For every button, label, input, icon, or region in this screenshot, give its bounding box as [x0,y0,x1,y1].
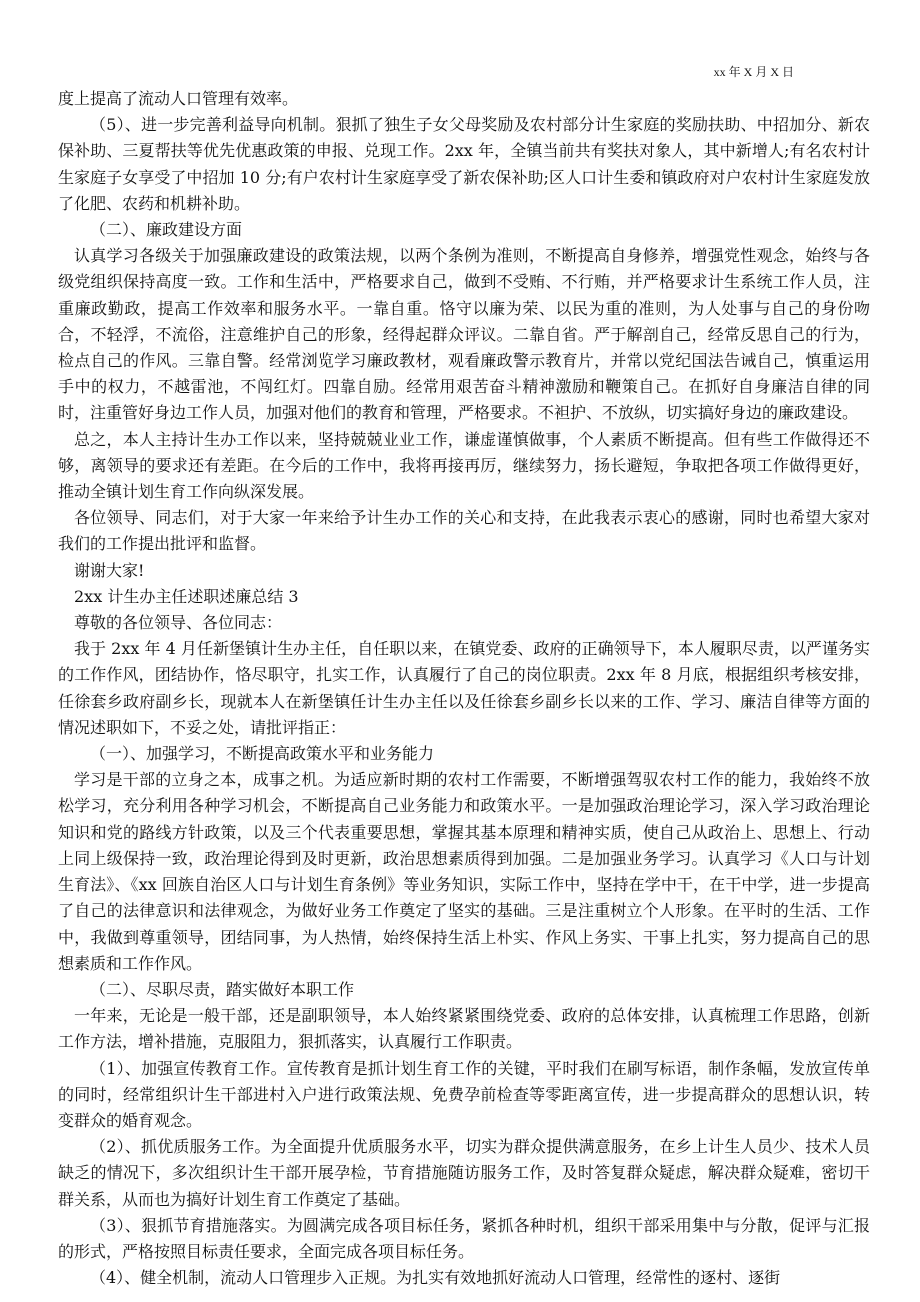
paragraph: 认真学习各级关于加强廉政建设的政策法规，以两个条例为准则，不断提高自身修养，增强党性观念，始终与各级党组织保持高度一致。工作和生活中，严格要求自己，做到不受贿、不行贿，并严格要求计生系统工作人员，注重廉政勤政，提高工作效率和服务水平。一靠自重。恪守以廉为荣、以民为重的准则，为人处事与自己的身份吻合，不轻浮，不流俗，注意维护自己的形象，经得起群众评议。二靠自省。严于解剖自己，经常反思自己的行为，检点自己的作风。三靠自警。经常浏览学习廉政教材，观看廉政警示教育片，并常以党纪国法告诫自己，慎重运用手中的权力，不越雷池，不闯红灯。四靠自励。经常用艰苦奋斗精神激励和鞭策自己。在抓好自身廉洁自律的同时，注重管好身边工作人员，加强对他们的教育和管理，严格要求。不袒护、不放纵，切实搞好身边的廉政建设。 [58,246,870,423]
paragraph: 学习是干部的立身之本，成事之机。为适应新时期的农村工作需要，不断增强驾驭农村工作的能力，我始终不放松学习，充分利用各种学习机会，不断提高自己业务能力和政策水平。一是加强政治理论学习，深入学习政治理论知识和党的路线方针政策，以及三个代表重要思想，掌握其基本原理和精神实质，使自己从政治上、思想上、行动上同上级保持一致，政治理论得到及时更新，政治思想素质得到加强。二是加强业务学习。认真学习《人口与计划生育法》、《xx 回族自治区人口与计划生育条例》等业务知识，实际工作中，坚持在学中干，在干中学，进一步提高了自己的法律意识和法律观念，为做好业务工作奠定了坚实的基础。三是注重树立个人形象。在平时的生活、工作中，我做到尊重领导，团结同事，为人热情，始终保持生活上朴实、作风上务实、干事上扎实，努力提高自己的思想素质和工作作风。 [58,770,870,973]
paragraph: 我于 2xx 年 4 月任新堡镇计生办主任，自任职以来，在镇党委、政府的正确领导下，本人履职尽责，以严谨务实的工作作风，团结协作，恪尽职守，扎实工作，认真履行了自己的岗位职责。2xx 年 8 月底，根据组织考核安排，任徐套乡政府副乡长，现就本人在新堡镇任计生办主任以及任徐套乡副乡长以来的工作、学习、廉洁自律等方面的情况述职如下，不妥之处，请批评指正： [58,639,870,737]
paragraph: （3）、狠抓节育措施落实。为圆满完成各项目标任务，紧抓各种时机，组织干部采用集中与分散，促评与汇报的形式，严格按照目标责任要求，全面完成各项目标任务。 [58,1215,870,1261]
section-heading: （一）、加强学习，不断提高政策水平和业务能力 [90,744,435,764]
paragraph: （1）、加强宣传教育工作。宣传教育是抓计划生育工作的关键，平时我们在刷写标语，制作条幅，发放宣传单的同时，经常组织计生干部进村入户进行政策法规、免费孕前检查等零距离宣传，进一步提高群众的思想认识，转变群众的婚育观念。 [58,1058,870,1130]
paragraph: （5）、进一步完善利益导向机制。狠抓了独生子女父母奖励及农村部分计生家庭的奖励扶助、中招加分、新农保补助、三夏帮扶等优先优惠政策的申报、兑现工作。2xx 年，全镇当前共有奖扶对象人，其中新增人;有名农村计生家庭子女享受了中招加 10 分;有户农村计生家庭享受了新农保补助;区人口计生委和镇政府对户农村计生家庭发放了化肥、农药和机耕补助。 [58,115,870,213]
paragraph: 度上提高了流动人口管理有效率。 [58,89,299,108]
paragraph: 各位领导、同志们，对于大家一年来给予计生办工作的关心和支持，在此我表示衷心的感谢，同时也希望大家对我们的工作提出批评和监督。 [58,508,870,554]
paragraph: 总之，本人主持计生办工作以来，坚持兢兢业业工作，谦虚谨慎做事，个人素质不断提高。但有些工作做得还不够，离领导的要求还有差距。在今后的工作中，我将再接再厉，继续努力，扬长避短，争取把各项工作做得更好，推动全镇计划生育工作向纵深发展。 [58,429,870,502]
section-heading: （二）、尽职尽责，踏实做好本职工作 [90,979,355,999]
paragraph: 谢谢大家! [74,560,145,580]
section-heading: （二）、廉政建设方面 [90,220,243,240]
header-date: xx 年 X 月 X 日 [713,65,794,79]
paragraph: （2）、抓优质服务工作。为全面提升优质服务水平，切实为群众提供满意服务，在乡上计生人员少、技术人员缺乏的情况下，多次组织计生干部开展孕检，节育措施随访服务工作，及时答复群众疑虑，解决群众疑难，密切干群关系，从而也为搞好计划生育工作奠定了基础。 [58,1137,870,1209]
salutation: 尊敬的各位领导、各位同志： [74,613,283,633]
document-subtitle: 2xx 计生办主任述职述廉总结 3 [74,586,299,606]
paragraph: （4）、健全机制，流动人口管理步入正规。为扎实有效地抓好流动人口管理，经常性的逐村、逐街 [90,1268,781,1288]
paragraph: 一年来，无论是一般干部，还是副职领导，本人始终紧紧围绕党委、政府的总体安排，认真梳理工作思路，创新工作方法，增补措施，克服阻力，狠抓落实，认真履行工作职责。 [58,1006,870,1052]
document-body [58,86,870,1291]
